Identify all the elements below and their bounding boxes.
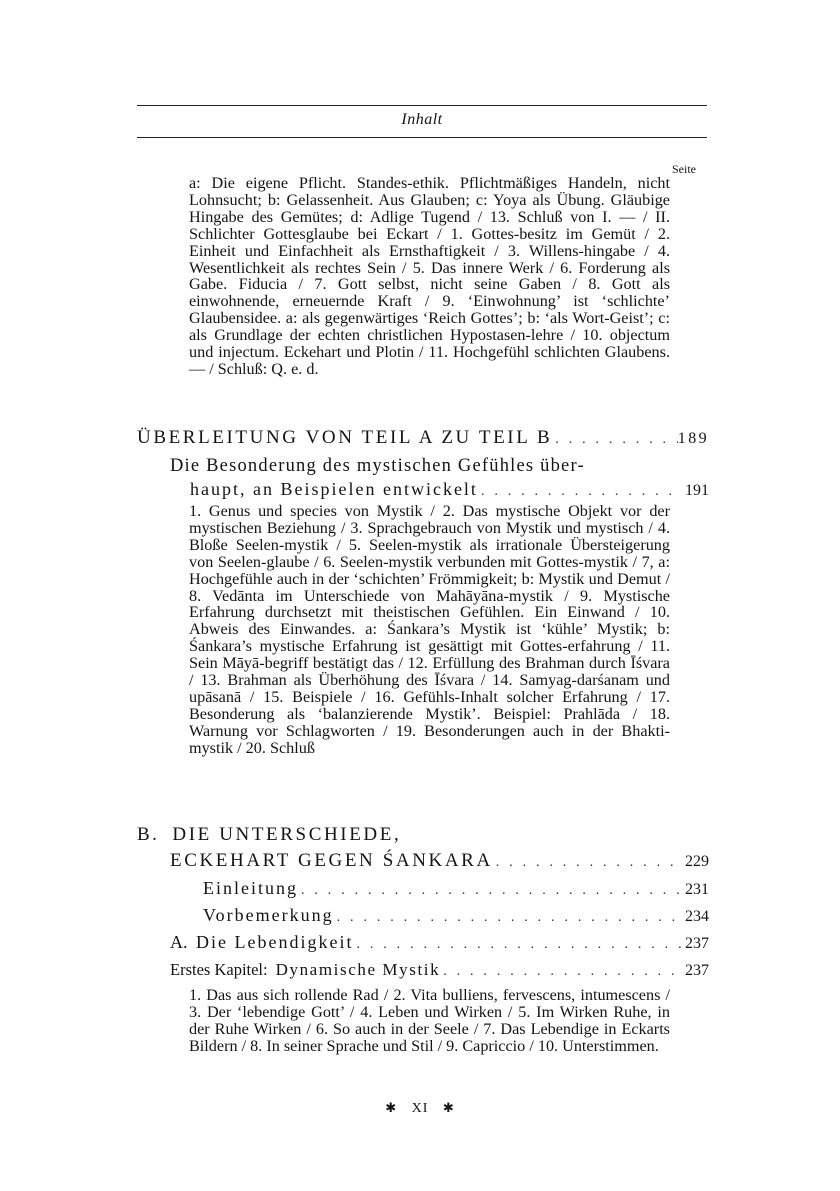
toc-page-number: 229	[685, 853, 709, 870]
dot-leader	[298, 883, 681, 899]
dot-leader	[334, 910, 681, 926]
toc-page-number: 237	[685, 962, 709, 979]
toc-entry-prefix: A.	[170, 932, 188, 952]
folio-number: XI	[411, 1101, 429, 1116]
dot-leader	[440, 964, 681, 980]
toc-entry-vorbemerkung[interactable]	[203, 905, 709, 926]
contents-paragraph-3: 1. Das aus sich rollende Rad / 2. Vita bulliens, fervescens, intumescens / 3. Der ‘lebendige Gott’ / 4. Leben und Wirken / 5. Im Wirken Ruhe, in der Ruhe Wirken / 6. So auch in der Seele / 7. Das Lebendige in Eckarts Bildern / 8. In seiner Sprache und Stil / 9. Capriccio / 10. Unterstimmen.	[189, 986, 670, 1055]
toc-entry-einleitung[interactable]	[203, 878, 709, 899]
head-rule	[137, 137, 707, 138]
dot-leader	[493, 855, 681, 871]
toc-page-number: 189	[677, 430, 709, 447]
toc-entry-erstes-kapitel[interactable]	[170, 960, 709, 980]
section-letter: B.	[137, 824, 160, 845]
toc-entry-label-line1: Die Besonderung des mystischen Gefühles über-	[170, 456, 585, 476]
dot-leader	[552, 432, 677, 448]
star-ornament-icon: ✱	[385, 1100, 398, 1115]
toc-entry-label: Einleitung	[203, 878, 298, 898]
toc-entry-label: Dynamische Mystik	[275, 960, 441, 979]
contents-paragraph-1: a: Die eigene Pflicht. Standes-ethik. Pflichtmäßiges Handeln, nicht Lohnsucht; b: Gelassenheit. Aus Glauben; c: Yoya als Übung. Gläubige Hingabe des Gemütes; d: Adlige Tugend / 13. Schluß von I. — / II. Schlichter Gottesglaube bei Eckart / 1. Gottes-besitz im Gemüt / 2. Einheit und Einfachheit als Ernsthaftigkeit / 3. Willens-hingabe / 4. Wesentlichkeit als rechtes Sein / 5. Das innere Werk / 6. Forderung als Gabe. Fiducia / 7. Gott selbst, nicht seine Gaben / 8. Gott als einwohnende, erneuernde Kraft / 9. ‘Einwohnung’ ist ‘schlichte’ Glaubensidee. a: als gegenwärtiges ‘Reich Gottes’; b: ‘als Wort-Geist’; c: als Grundlage der echten christlichen Hypostasen-lehre / 10. objectum und injectum. Eckehart und Plotin / 11. Hochgefühl schlichten Glaubens. — / Schluß: Q. e. d.	[189, 174, 670, 378]
dot-leader	[478, 484, 681, 500]
section-title-line2: ECKEHART GEGEN ŚANKARA	[170, 850, 493, 871]
toc-page-number: 234	[685, 908, 709, 925]
seite-label: Seite	[672, 162, 696, 176]
page-folio	[300, 1100, 540, 1117]
toc-entry-label: Vorbemerkung	[203, 905, 334, 925]
dot-leader	[353, 937, 681, 953]
top-rule	[137, 105, 707, 106]
toc-entry-label: Die Lebendigkeit	[196, 932, 354, 952]
toc-entry-label-line2: haupt, an Beispielen entwickelt	[190, 479, 478, 499]
toc-entry-uberleitung[interactable]	[137, 427, 709, 449]
section-title-line1: DIE UNTERSCHIEDE,	[172, 824, 402, 845]
toc-entry-lebendigkeit[interactable]	[170, 932, 709, 953]
toc-page-number: 237	[685, 935, 709, 952]
toc-entry-label: ÜBERLEITUNG VON TEIL A ZU TEIL B	[137, 427, 553, 448]
toc-page-number: 231	[685, 881, 709, 898]
running-head: Inhalt	[401, 111, 443, 128]
star-ornament-icon: ✱	[442, 1100, 455, 1115]
toc-page-number: 191	[685, 482, 709, 499]
contents-paragraph-2: 1. Genus und species von Mystik / 2. Das mystische Objekt vor der mystischen Beziehung / 3. Sprachgebrauch von Mystik und mystisch / 4. Bloße Seelen-mystik / 5. Seelen-mystik als irrationale Übersteigerung von Seelen-glaube / 6. Seelen-mystik verbunden mit Gottes-mystik / 7, a: Hochgefühle auch in der ‘schichten’ Frömmigkeit; b: Mystik und Demut / 8. Vedānta im Unterschiede von Mahāyāna-mystik / 9. Mystische Erfahrung durchsetzt mit theistischen Gefühlen. Ein Einwand / 10. Abweis des Einwandes. a: Śankara’s Mystik ist ‘kühle’ Mystik; b: Śankara’s mystische Erfahrung ist gesättigt mit Gottes-erfahrung / 11. Sein Māyā-begriff bestätigt das / 12. Erfüllung des Brahman durch Īśvara / 13. Brahman als Überhöhung des Īśvara / 14. Samyag-darśanam und upāsanā / 15. Beispiele / 16. Gefühls-Inhalt solcher Erfahrung / 17. Besonderung als ‘balanzierende Mystik’. Beispiel: Prahlāda / 18. Warnung vor Schlagworten / 19. Besonderungen auch in der Bhakti-mystik / 20. Schluß	[189, 502, 670, 757]
toc-entry-prefix: Erstes Kapitel:	[170, 960, 268, 979]
